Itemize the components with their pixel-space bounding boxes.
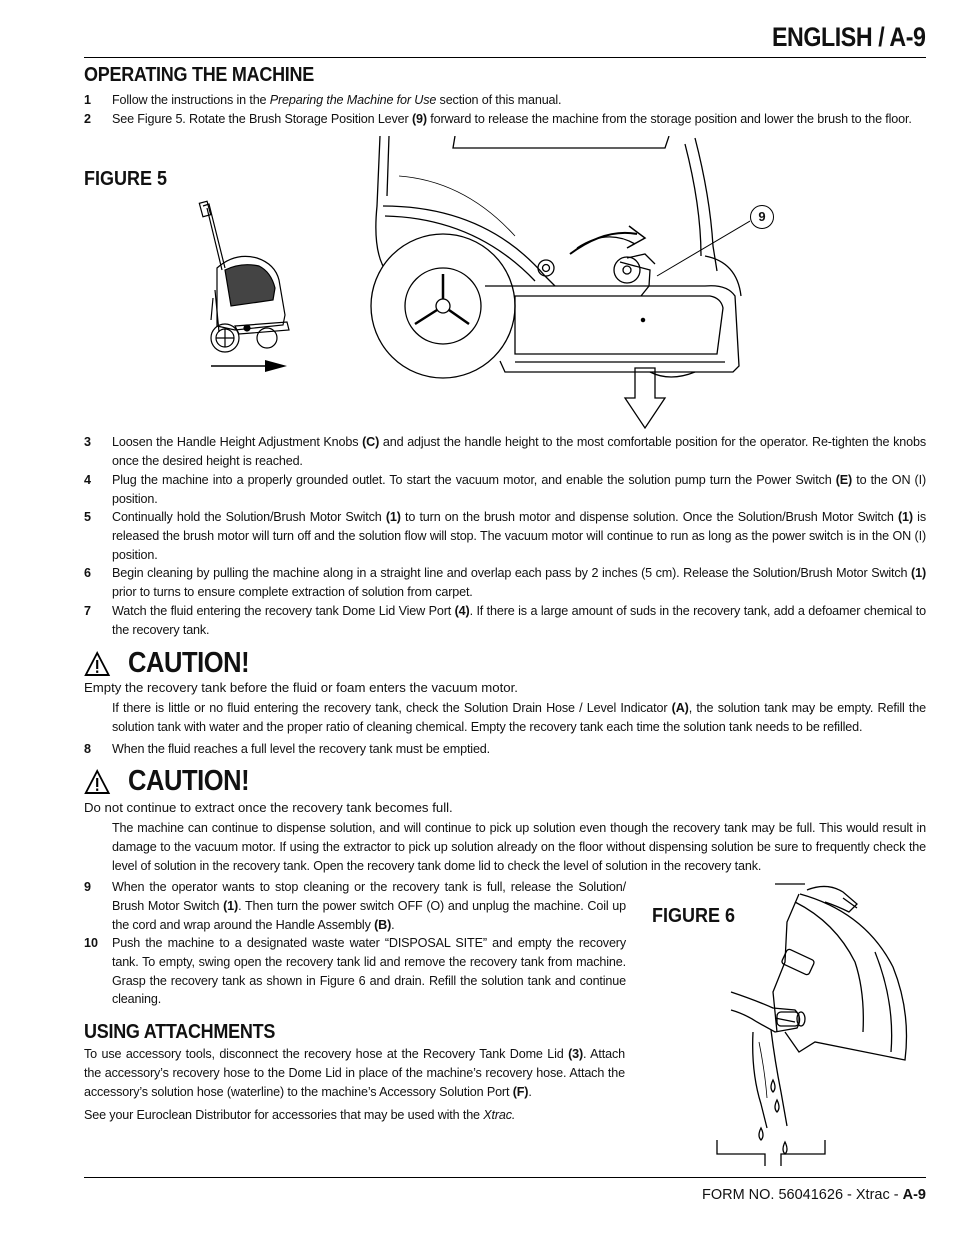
caution-heading-2: CAUTION! xyxy=(84,765,249,798)
step-number: 1 xyxy=(84,93,92,107)
figure-5-label: FIGURE 5 xyxy=(84,168,168,190)
figure-6-label: FIGURE 6 xyxy=(652,905,736,927)
step-number: 2 xyxy=(84,112,92,126)
warning-triangle-icon xyxy=(84,651,110,677)
section-heading-attachments: USING ATTACHMENTS xyxy=(84,1021,276,1043)
step-5: 5 Continually hold the Solution/Brush Motor Switch (1) to turn on the brush motor and dispense solution. Once the Solution/Brush Motor Switch (1) is released the brush motor will turn off and the solution flow will stop. The vacuum motor will continue to run as long as the power switch is in the ON (I) position. xyxy=(84,510,926,562)
caution-1-text: Empty the recovery tank before the fluid or foam enters the vacuum motor. xyxy=(84,680,518,695)
step-number: 9 xyxy=(84,880,92,894)
page-title: ENGLISH / A-9 xyxy=(772,22,926,52)
caution-2-text: Do not continue to extract once the recovery tank becomes full. xyxy=(84,800,453,815)
step-10: 10 Push the machine to a designated waste water “DISPOSAL SITE” and empty the recovery tank. To empty, swing open the recovery tank lid and remove the recovery tank from machine. Grasp the recovery tank as shown in Figure 6 and drain. Refill the solution tank and continue cleaning. xyxy=(84,936,626,1007)
step-6: 6 Begin cleaning by pulling the machine along in a straight line and overlap each pass by 2 inches (5 cm). Release the Solution/Brush Motor Switch (1) prior to turns to ensure complete extraction of solution from carpet. xyxy=(84,566,926,599)
step-number: 6 xyxy=(84,566,92,580)
warning-triangle-icon xyxy=(84,769,110,795)
header-rule xyxy=(84,57,926,58)
figure-5-detail-illustration xyxy=(365,136,750,432)
step-8: 8 When the fluid reaches a full level the recovery tank must be emptied. xyxy=(84,740,926,759)
section-heading-operating: OPERATING THE MACHINE xyxy=(84,64,315,86)
caution-heading-1: CAUTION! xyxy=(84,647,249,680)
figure-5-machine-thumbnail xyxy=(195,200,300,375)
callout-9: 9 xyxy=(750,205,774,229)
step-9: 9 When the operator wants to stop cleaning or the recovery tank is full, release the Solution/ Brush Motor Switch (1). Then turn the power switch OFF (O) and unplug the machine. Coil up the cord and wrap around the Handle Assembly (B). xyxy=(84,880,626,932)
step-number: 8 xyxy=(84,742,92,756)
step-number: 5 xyxy=(84,510,92,524)
step-1: 1 Follow the instructions in the Preparing the Machine for Use section of this manual. xyxy=(84,91,926,110)
step-2: 2 See Figure 5. Rotate the Brush Storage Position Lever (9) forward to release the machine from the storage position and lower the brush to the floor. xyxy=(84,110,926,129)
caution-1-note: If there is little or no fluid entering the recovery tank, check the Solution Drain Hose / Level Indicator (A), the solution tank may be empty. Refill the solution tank with water and the proper ratio of cleaning chemical. Empty the recovery tank each time the solution tank needs to be refilled. xyxy=(112,701,926,734)
caution-2-note: The machine can continue to dispense solution, and will continue to pick up solution even though the recovery tank may be full. This would result in damage to the vacuum motor. If using the extractor to pick up solution already on the floor without dispensing solution be sure to frequently check the level of solution in the recovery tank. Open the recovery tank dome lid to check the level of solution in the recovery tank. xyxy=(112,821,926,873)
step-3: 3 Loosen the Handle Height Adjustment Knobs (C) and adjust the handle height to the most comfortable position for the operator. Re-tighten the knobs once the desired height is reached. xyxy=(84,435,926,468)
step-7: 7 Watch the fluid entering the recovery tank Dome Lid View Port (4). If there is a large amount of suds in the recovery tank, add a defoamer chemical to the recovery tank. xyxy=(84,604,927,637)
step-number: 10 xyxy=(84,936,99,950)
page-footer: FORM NO. 56041626 - Xtrac - A-9 xyxy=(701,1187,926,1203)
step-number: 3 xyxy=(84,435,92,449)
attachments-paragraph-1: To use accessory tools, disconnect the recovery hose at the Recovery Tank Dome Lid (3). Attach the accessory’s recovery hose to the Dome Lid in place of the machine’s recovery hose. Attach the accessory’s solution hose (waterline) to the machine’s Accessory Solution Port (F). xyxy=(84,1047,625,1099)
footer-rule xyxy=(84,1177,926,1178)
step-4: 4 Plug the machine into a properly grounded outlet. To start the vacuum motor, and enable the solution pump turn the Power Switch (E) to the ON (I) position. xyxy=(84,473,926,506)
figure-6-tank-illustration xyxy=(715,882,915,1167)
step-number: 4 xyxy=(84,473,92,487)
attachments-paragraph-2: See your Euroclean Distributor for accessories that may be used with the Xtrac. xyxy=(84,1108,516,1122)
step-number: 7 xyxy=(84,604,92,618)
